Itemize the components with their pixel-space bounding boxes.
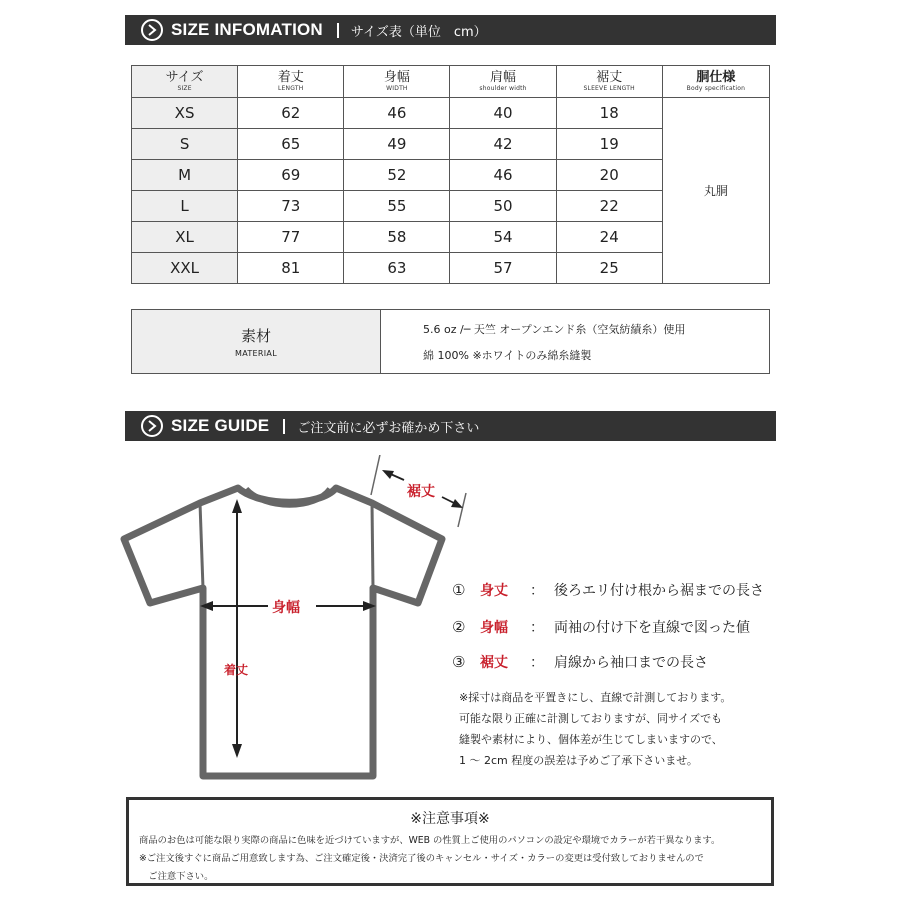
- header-body-spec: 胴仕様 Body specification: [662, 66, 769, 98]
- caution-line: ※ご注文後すぐに商品ご用意致します為、ご注文確定後・決済完了後のキャンセル・サイズ・カラーの変更は受付致しておりませんので: [139, 853, 704, 864]
- definition-term: 裾丈: [480, 655, 508, 671]
- size-info-title: SIZE INFOMATION: [171, 20, 323, 39]
- material-label-en: MATERIAL: [235, 349, 277, 358]
- table-cell: L: [132, 191, 238, 222]
- tshirt-diagram: [120, 455, 480, 785]
- definition-item: [452, 617, 750, 637]
- definition-num: ③: [452, 653, 466, 671]
- size-guide-subtitle: ご注文前に必ずお確かめ下さい: [297, 420, 480, 436]
- definition-desc: 後ろエリ付け根から裾までの長さ: [554, 583, 764, 599]
- table-cell: 52: [344, 160, 450, 191]
- tshirt-outline: [124, 488, 442, 776]
- sleeve-arrow-right-head: [451, 499, 463, 508]
- measurement-notes: [459, 687, 731, 771]
- definition-item: [452, 580, 764, 600]
- size-table: [131, 65, 770, 284]
- definition-desc: 肩線から袖口までの長さ: [554, 655, 708, 671]
- table-cell: M: [132, 160, 238, 191]
- table-cell: 46: [450, 160, 556, 191]
- table-cell: 63: [344, 253, 450, 284]
- size-guide-header-bar: [125, 411, 776, 441]
- definition-term: 身幅: [480, 620, 508, 636]
- definition-num: ①: [452, 581, 466, 599]
- table-cell: 22: [556, 191, 662, 222]
- header-shoulder: 肩幅 shoulder width: [450, 66, 556, 98]
- definition-desc: 両袖の付け下を直線で図った値: [554, 620, 750, 636]
- note-line: 1 ～ 2cm 程度の誤差は予めご了承下さいませ。: [459, 754, 698, 767]
- size-guide-title: SIZE GUIDE: [171, 416, 270, 435]
- table-cell: XL: [132, 222, 238, 253]
- sleeve-guide-bottom: [458, 493, 466, 527]
- definition-item: [452, 652, 708, 672]
- body-spec-cell: 丸胴: [662, 98, 769, 284]
- table-cell: 57: [450, 253, 556, 284]
- material-line-2: 綿 100% ※ホワイトのみ綿糸縫製: [423, 348, 592, 362]
- circle-chevron-right-icon: [141, 19, 163, 41]
- divider: [337, 23, 339, 38]
- table-cell: 50: [450, 191, 556, 222]
- table-cell: 54: [450, 222, 556, 253]
- material-line-1: 5.6 oz /─ 天竺 オープンエンド糸（空気紡績糸）使用: [423, 322, 686, 336]
- definition-num: ②: [452, 618, 466, 636]
- table-cell: 25: [556, 253, 662, 284]
- table-row: [132, 98, 770, 129]
- table-cell: 77: [238, 222, 344, 253]
- size-info-header-bar: [125, 15, 776, 45]
- table-cell: XS: [132, 98, 238, 129]
- table-cell: 40: [450, 98, 556, 129]
- note-line: 可能な限り正確に計測しておりますが、同サイズでも: [459, 712, 723, 725]
- size-info-subtitle: サイズ表（単位 cm）: [350, 24, 487, 40]
- table-cell: 81: [238, 253, 344, 284]
- header-sleeve: 裾丈 SLEEVE LENGTH: [556, 66, 662, 98]
- table-cell: 20: [556, 160, 662, 191]
- table-cell: 62: [238, 98, 344, 129]
- material-label: [132, 310, 381, 373]
- size-table-header-row: [132, 66, 770, 98]
- material-box: [131, 309, 770, 374]
- note-line: ※採寸は商品を平置きにし、直線で計測しております。: [459, 691, 732, 704]
- table-cell: 73: [238, 191, 344, 222]
- diagram-width-label: 身幅: [272, 600, 300, 616]
- header-length: 着丈 LENGTH: [238, 66, 344, 98]
- table-cell: 65: [238, 129, 344, 160]
- caution-box: [126, 797, 774, 886]
- table-cell: 18: [556, 98, 662, 129]
- table-cell: 19: [556, 129, 662, 160]
- definition-colon: ：: [530, 655, 544, 671]
- table-cell: S: [132, 129, 238, 160]
- header-size: サイズ SIZE: [132, 66, 238, 98]
- circle-chevron-right-icon: [141, 415, 163, 437]
- sleeve-guide-top: [371, 455, 381, 495]
- caution-line: ご注意下さい。: [139, 871, 214, 882]
- caution-title: ※注意事項※: [410, 811, 490, 827]
- diagram-sleeve-label: 裾丈: [407, 484, 435, 500]
- table-cell: 49: [344, 129, 450, 160]
- definition-colon: ：: [530, 583, 544, 599]
- divider: [283, 419, 285, 434]
- table-cell: XXL: [132, 253, 238, 284]
- caution-line: 商品のお色は可能な限り実際の商品に色味を近づけていますが、WEB の性質上ご使用のパソコンの設定や環境でカラーが若干異なります。: [139, 835, 721, 846]
- definition-term: 身丈: [480, 583, 508, 599]
- table-cell: 58: [344, 222, 450, 253]
- sleeve-seam-right: [372, 503, 373, 588]
- header-width: 身幅 WIDTH: [344, 66, 450, 98]
- material-values: [381, 310, 685, 373]
- note-line: 縫製や素材により、個体差が生じてしまいますので、: [459, 733, 723, 746]
- table-cell: 42: [450, 129, 556, 160]
- table-cell: 55: [344, 191, 450, 222]
- table-cell: 24: [556, 222, 662, 253]
- table-cell: 46: [344, 98, 450, 129]
- material-label-jp: 素材: [240, 327, 271, 345]
- definition-colon: ：: [530, 620, 544, 636]
- sleeve-arrow-left-head: [382, 470, 394, 479]
- table-cell: 69: [238, 160, 344, 191]
- diagram-length-label: 着丈: [224, 663, 249, 677]
